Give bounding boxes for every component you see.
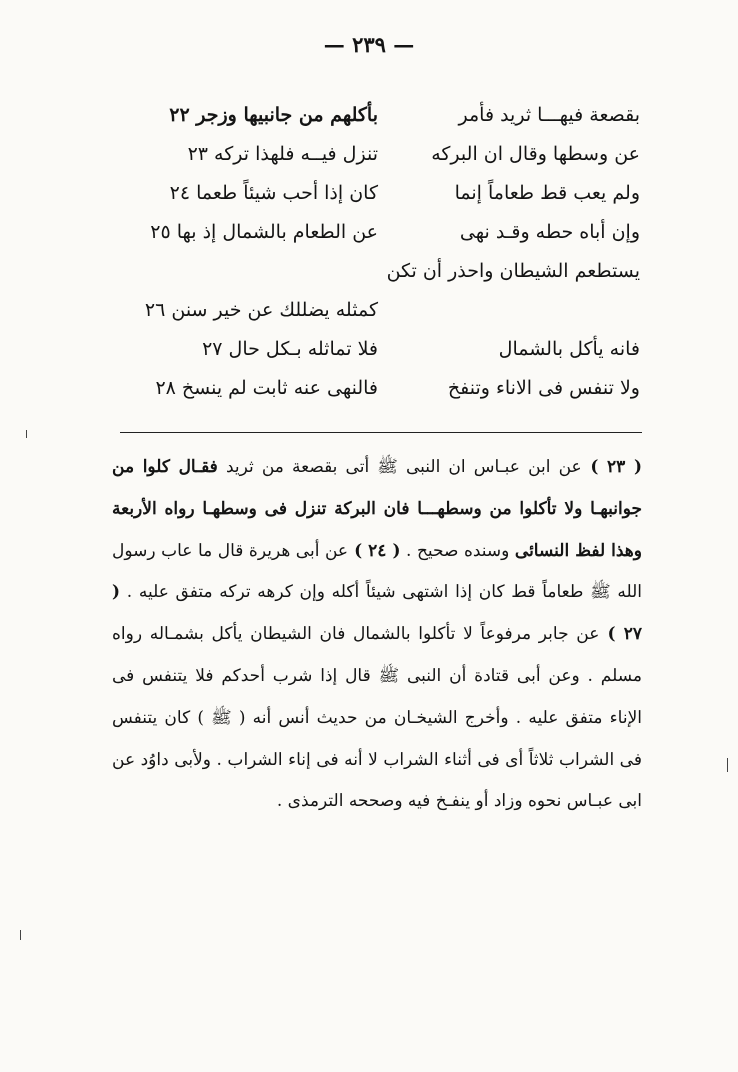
verse-second-hemistich: تنزل فيــه فلهذا تركه ٢٣ [187, 143, 378, 165]
verse-first-hemistich: فانه يأكل بالشمال [498, 338, 640, 360]
verse-line [120, 104, 640, 143]
footnote-segment: عن أبى هريرة قال ما عاب رسول الله ﷺ طعاماً قط كان إذا اشتهى شيئاً أكله وإن كرهه تركه متفق عليه . [112, 540, 642, 603]
verse-second-hemistich: بأكلهم من جانبيها وزجر ٢٢ [169, 104, 378, 126]
footnote-divider [120, 432, 642, 433]
verse-second-hemistich: عن الطعام بالشمال إذ بها ٢٥ [150, 221, 378, 243]
verse-line [120, 377, 640, 416]
footnote-segment: وأخرج الشيخـان من حديث أنس أنه ( ﷺ ) كان يتنفس فى الشراب ثلاثاً أى فى أثناء الشراب لا أنه فى إناء الشراب . [112, 707, 642, 770]
verse-second-hemistich: فلا تماثله بـكل حال ٢٧ [202, 338, 378, 360]
verse-line [120, 260, 640, 299]
footnote-segment: وسنده صحيح . [400, 540, 515, 561]
footnote-segment: ( ٢٤ ) [348, 540, 401, 561]
verse-line [120, 299, 640, 338]
verse-first-hemistich: يستطعم الشيطان واحذر أن تكن [386, 260, 640, 282]
verse-second-hemistich: فالنهى عنه ثابت لم ينسخ ٢٨ [155, 377, 378, 399]
footnote-segment: عن ابن عبـاس ان النبى ﷺ أتى بقصعة من ثريد [217, 457, 582, 477]
verse-line [120, 221, 640, 260]
footnote-segment: عن جابر مرفوعاً لا تأكلوا بالشمال فان الشيطان يأكل بشمـاله رواه مسلم . [112, 624, 642, 686]
verse-second-hemistich: كمثله يضللك عن خير سنن ٢٦ [144, 299, 378, 321]
page-number: — ٢٣٩ — [323, 32, 415, 57]
verse-block [120, 104, 640, 416]
margin-mark-bottom-left [20, 930, 21, 940]
verse-first-hemistich: ولا تنفس فى الاناء وتنفخ [447, 377, 640, 399]
verse-first-hemistich: وإن أباه حطه وقـد نهى [459, 221, 640, 243]
verse-second-hemistich: كان إذا أحب شيئاً طعما ٢٤ [169, 182, 378, 204]
verse-first-hemistich: بقصعة فيهـــا ثريد فأمر [458, 104, 640, 126]
footnote-segment: ( ٢٧ ) [112, 582, 642, 645]
footnote-text [112, 447, 642, 823]
margin-mark-right [727, 758, 728, 772]
footnote-segment: فقـال كلوا من جوانبهـا ولا تأكلوا من وسطهـــا فان البركة تنزل فى وسطهـا رواه الأربعة وهذا لفظ النسائى [112, 457, 642, 561]
verse-line [120, 143, 640, 182]
verse-first-hemistich: ولم يعب قط طعاماً إنما [454, 182, 640, 204]
footnote-segment: ولأبى داوُد عن ابى عبـاس نحوه وزاد أو ينفـخ فيه وصححه الترمذى . [112, 749, 642, 812]
verse-line [120, 338, 640, 377]
footnote-segment: ( ٢٣ ) [581, 457, 643, 477]
verse-first-hemistich: عن وسطها وقال ان البركه [431, 143, 640, 165]
margin-mark-left [26, 430, 27, 438]
verse-line [120, 182, 640, 221]
footnote-segment: وعن أبى قتادة أن النبى ﷺ قال إذا شرب أحدكم فلا يتنفس فى الإناء متفق عليه . [112, 665, 642, 728]
